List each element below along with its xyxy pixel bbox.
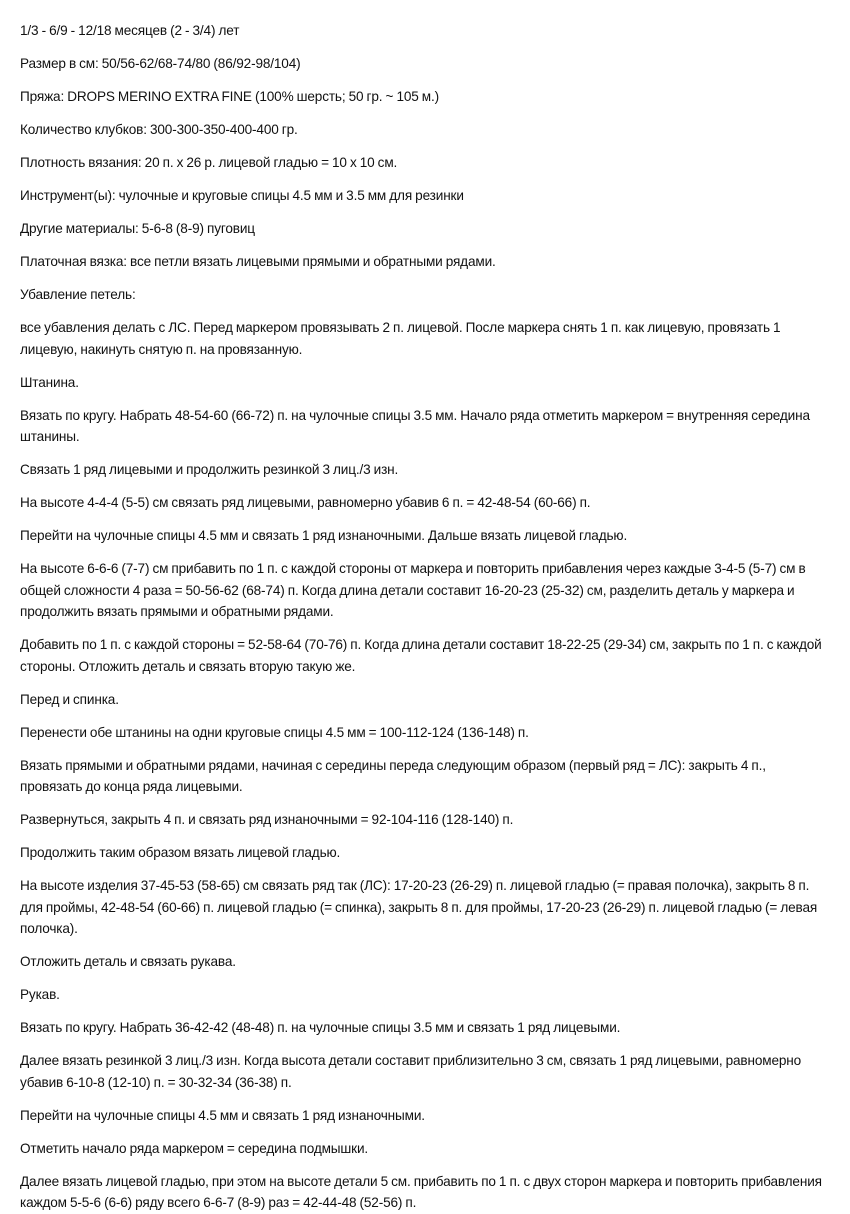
sleeve-step-3: Перейти на чулочные спицы 4.5 мм и связать 1 ряд изнаночными. xyxy=(20,1107,425,1123)
sleeve-heading: Рукав. xyxy=(20,987,60,1002)
leg-step-5: На высоте 6-6-6 (7-7) см прибавить по 1 п. с каждой стороны от маркера и повторить прибавления через каждые 3-4-5 (5-7) см в общей сложности 4 раза = 50-56-62 (68-74) п. Когда длина детали составит 16-20-23 (25-32) см, разделить деталь у маркера и продолжить вязать прямыми и обратными рядами. xyxy=(20,561,806,619)
leg-step-6: Добавить по 1 п. с каждой стороны = 52-58-64 (70-76) п. Когда длина детали составит 18-22-25 (29-34) см, закрыть по 1 п. с каждой стороны. Отложить деталь и связать вторую такую же. xyxy=(20,637,822,674)
yarn-amount: Количество клубков: 300-300-350-400-400 гр. xyxy=(20,122,298,137)
body-heading: Перед и спинка. xyxy=(20,691,119,707)
leg-step-2: Связать 1 ряд лицевыми и продолжить резинкой 3 лиц./3 изн. xyxy=(20,462,399,477)
body-step-2: Вязать прямыми и обратными рядами, начиная с середины переда следующим образом (первый ряд = ЛС): закрыть 4 п., провязать до конца ряда лицевыми. xyxy=(20,757,766,794)
leg-step-4: Перейти на чулочные спицы 4.5 мм и связать 1 ряд изнаночными. Дальше вязать лицевой гладью. xyxy=(20,528,628,543)
garter-stitch: Платочная вязка: все петли вязать лицевыми прямыми и обратными рядами. xyxy=(20,254,496,269)
body-step-6: Отложить деталь и связать рукава. xyxy=(20,954,236,969)
decrease-instructions: все убавления делать с ЛС. Перед маркером провязывать 2 п. лицевой. После маркера снять 1 п. как лицевую, провязать 1 лицевую, накинуть снятую п. на провязанную. xyxy=(20,320,781,357)
sleeve-step-2: Далее вязать резинкой 3 лиц./3 изн. Когда высота детали составит приблизительно 3 см, связать 1 ряд лицевыми, равномерно убавив 6-10-8 (12-10) п. = 30-32-34 (36-38) п. xyxy=(20,1053,802,1090)
leg-heading: Штанина. xyxy=(20,374,79,390)
sleeve-step-5: Далее вязать лицевой гладью, при этом на высоте детали 5 см. прибавить по 1 п. с двух сторон маркера и повторить прибавления каждом 5-5-6 (6-6) ряду всего 6-6-7 (8-9) раз = 42-44-48 (52-56) п. xyxy=(20,1173,822,1210)
needles: Инструмент(ы): чулочные и круговые спицы 4.5 мм и 3.5 мм для резинки xyxy=(20,188,464,203)
body-step-4: Продолжить таким образом вязать лицевой гладью. xyxy=(20,845,341,860)
body-step-3: Развернуться, закрыть 4 п. и связать ряд изнаночными = 92-104-116 (128-140) п. xyxy=(20,812,514,827)
sleeve-step-4: Отметить начало ряда маркером = середина подмышки. xyxy=(20,1140,369,1156)
yarn: Пряжа: DROPS MERINO EXTRA FINE (100% шерсть; 50 гр. ~ 105 м.) xyxy=(20,89,440,104)
leg-step-3: На высоте 4-4-4 (5-5) см связать ряд лицевыми, равномерно убавив 6 п. = 42-48-54 (60-66) п. xyxy=(20,495,591,510)
decrease-heading: Убавление петель: xyxy=(20,287,136,302)
sleeve-step-1: Вязать по кругу. Набрать 36-42-42 (48-48) п. на чулочные спицы 3.5 мм и связать 1 ряд лицевыми. xyxy=(20,1020,621,1035)
gauge: Плотность вязания: 20 п. х 26 р. лицевой гладью = 10 х 10 см. xyxy=(20,155,398,170)
sizes-ages: 1/3 - 6/9 - 12/18 месяцев (2 - 3/4) лет xyxy=(20,23,240,38)
leg-step-1: Вязать по кругу. Набрать 48-54-60 (66-72) п. на чулочные спицы 3.5 мм. Начало ряда отметить маркером = внутренняя середина штанины. xyxy=(20,407,810,444)
body-step-1: Перенести обе штанины на одни круговые спицы 4.5 мм = 100-112-124 (136-148) п. xyxy=(20,724,529,740)
body-step-5: На высоте изделия 37-45-53 (58-65) см связать ряд так (ЛС): 17-20-23 (26-29) п. лицевой гладью (= правая полочка), закрыть 8 п. для проймы, 42-48-54 (60-66) п. лицевой гладью (= спинка), закрыть 8 п. для проймы, 17-20-23 (26-29) п. лицевой гладью (= левая полочка). xyxy=(20,878,818,936)
sizes-cm: Размер в см: 50/56-62/68-74/80 (86/92-98/104) xyxy=(20,56,301,71)
other-materials: Другие материалы: 5-6-8 (8-9) пуговиц xyxy=(20,221,255,236)
